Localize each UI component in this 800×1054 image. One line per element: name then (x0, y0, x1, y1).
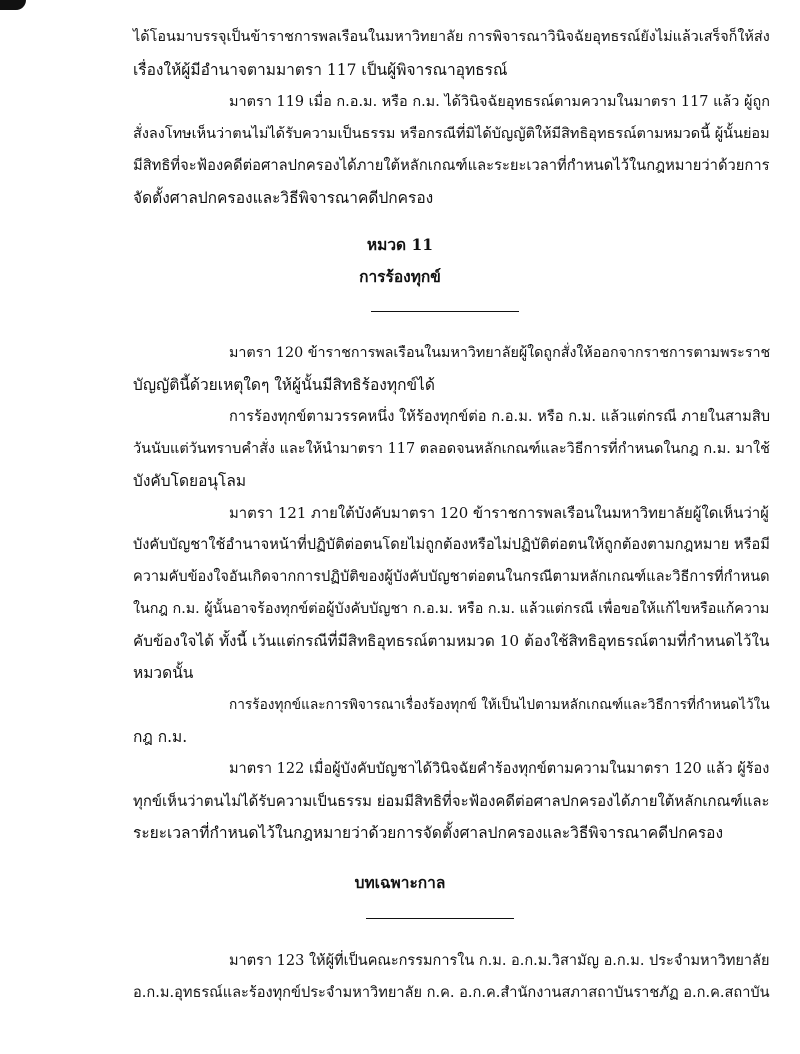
body-line: ความคับข้องใจอันเกิดจากการปฏิบัติของผู้บังคับบัญชาต่อตนในกรณีตามหลักเกณฑ์และวิธีการที่กำหนด (133, 569, 770, 585)
section-divider (366, 918, 514, 919)
section-divider (371, 311, 519, 312)
body-line: เรื่องให้ผู้มีอำนาจตามมาตรา 117 เป็นผู้พิจารณาอุทธรณ์ (133, 61, 508, 79)
body-line: มาตรา 122 เมื่อผู้บังคับบัญชาได้วินิจฉัยคำร้องทุกข์ตามความในมาตรา 120 แล้ว ผู้ร้อง (229, 761, 770, 777)
body-line: อ.ก.ม.อุทธรณ์และร้องทุกข์ประจำมหาวิทยาลัย ก.ค. อ.ก.ค.สำนักงานสภาสถาบันราชภัฏ อ.ก.ค.สถาบัน (133, 984, 770, 1001)
body-line: สั่งลงโทษเห็นว่าตนไม่ได้รับความเป็นธรรม หรือกรณีที่มิได้บัญญัติให้มีสิทธิอุทธรณ์ตามหมวดนี้ ผู้นั้นย่อม (133, 126, 770, 142)
body-line: หมวดนั้น (133, 664, 194, 682)
body-line: ระยะเวลาที่กำหนดไว้ในกฎหมายว่าด้วยการจัดตั้งศาลปกครองและวิธีพิจารณาคดีปกครอง (133, 824, 724, 842)
body-line: กฎ ก.ม. (133, 728, 188, 746)
chapter-number: หมวด 11 (366, 235, 434, 254)
body-line: มีสิทธิที่จะฟ้องคดีต่อศาลปกครองได้ภายใต้หลักเกณฑ์และระยะเวลาที่กำหนดไว้ในกฎหมายว่าด้วยการ (133, 157, 770, 174)
body-line: มาตรา 119 เมื่อ ก.อ.ม. หรือ ก.ม. ได้วินิจฉัยอุทธรณ์ตามความในมาตรา 117 แล้ว ผู้ถูก (229, 94, 770, 110)
body-line: มาตรา 120 ข้าราชการพลเรือนในมหาวิทยาลัยผู้ใดถูกสั่งให้ออกจากราชการตามพระราช (229, 345, 771, 361)
scan-corner-mark (0, 0, 26, 10)
body-line: มาตรา 123 ให้ผู้ที่เป็นคณะกรรมการใน ก.ม. อ.ก.ม.วิสามัญ อ.ก.ม. ประจำมหาวิทยาลัย (229, 953, 770, 969)
body-line: บังคับบัญชาใช้อำนาจหน้าที่ปฏิบัติต่อตนโดยไม่ถูกต้องหรือไม่ปฏิบัติต่อตนให้ถูกต้องตามกฎหมาย หรือมี (133, 536, 770, 553)
body-line: การร้องทุกข์และการพิจารณาเรื่องร้องทุกข์ ให้เป็นไปตามหลักเกณฑ์และวิธีการที่กำหนดไว้ใน (229, 697, 770, 713)
body-line: คับข้องใจได้ ทั้งนี้ เว้นแต่กรณีที่มีสิทธิอุทธรณ์ตามหมวด 10 ต้องใช้สิทธิอุทธรณ์ตามที่กำหนดไว้ใน (133, 632, 770, 650)
body-line: วันนับแต่วันทราบคำสั่ง และให้นำมาตรา 117 ตลอดจนหลักเกณฑ์และวิธีการที่กำหนดในกฎ ก.ม. มาใช้ (133, 441, 770, 457)
transitional-title: บทเฉพาะกาล (354, 873, 446, 892)
body-line: ได้โอนมาบรรจุเป็นข้าราชการพลเรือนในมหาวิทยาลัย การพิจารณาวินิจฉัยอุทธรณ์ยังไม่แล้วเสร็จก็ให้ส่ง (133, 29, 770, 45)
chapter-title: การร้องทุกข์ (359, 267, 441, 286)
body-line: ในกฎ ก.ม. ผู้นั้นอาจร้องทุกข์ต่อผู้บังคับบัญชา ก.อ.ม. หรือ ก.ม. แล้วแต่กรณี เพื่อขอให้แก้ไขหรือแก้ความ (133, 601, 770, 617)
body-line: บัญญัตินี้ด้วยเหตุใดๆ ให้ผู้นั้นมีสิทธิร้องทุกข์ได้ (133, 376, 435, 394)
body-line: บังคับโดยอนุโลม (133, 472, 247, 490)
body-line: มาตรา 121 ภายใต้บังคับมาตรา 120 ข้าราชการพลเรือนในมหาวิทยาลัยผู้ใดเห็นว่าผู้ (229, 504, 769, 522)
body-line: การร้องทุกข์ตามวรรคหนึ่ง ให้ร้องทุกข์ต่อ ก.อ.ม. หรือ ก.ม. แล้วแต่กรณี ภายในสามสิบ (229, 408, 771, 425)
body-line: ทุกข์เห็นว่าตนไม่ได้รับความเป็นธรรม ย่อมมีสิทธิที่จะฟ้องคดีต่อศาลปกครองได้ภายใต้หลักเกณฑ์และ (133, 792, 770, 810)
body-line: จัดตั้งศาลปกครองและวิธีพิจารณาคดีปกครอง (133, 189, 434, 207)
